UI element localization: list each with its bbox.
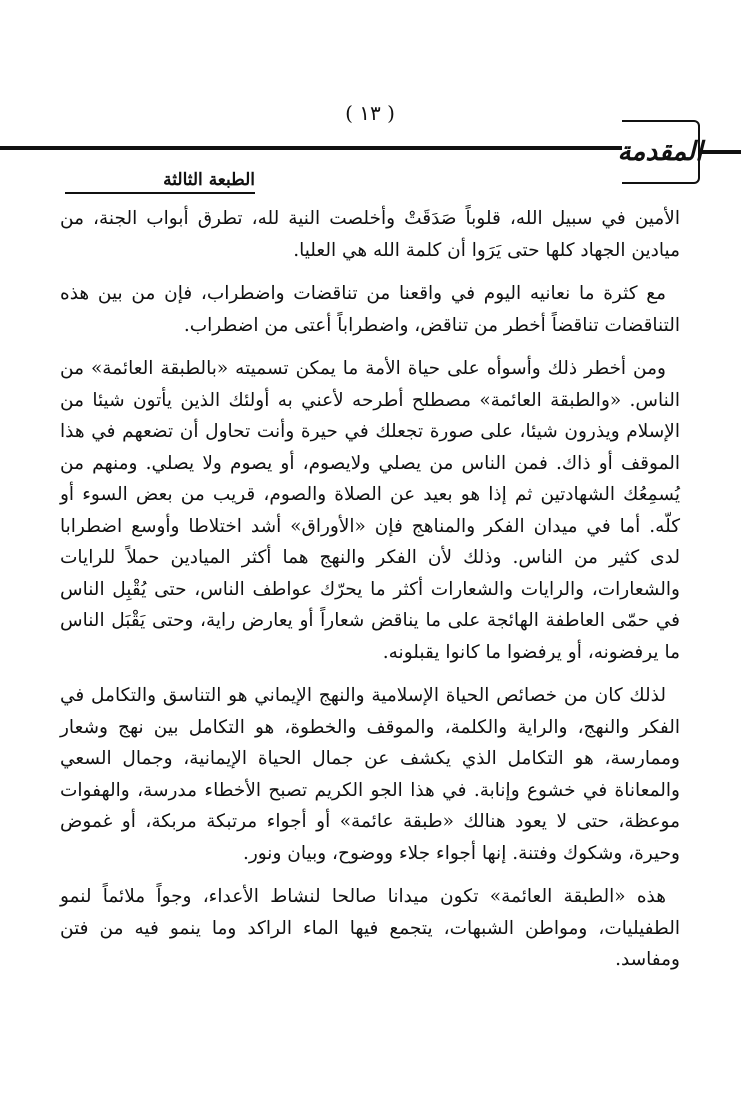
running-title: الطبعة الثالثة: [65, 170, 255, 194]
body-text: [60, 203, 680, 988]
paragraph: الأمين في سبيل الله، قلوباً صَدَقَتْ وأخلصت النية لله، تطرق أبواب الجنة، من ميادين الجهاد كلها حتى يَرَوا أن كلمة الله هي العليا.: [60, 208, 680, 261]
header-rule-right: [700, 150, 741, 154]
paragraph: هذه «الطبقة العائمة» تكون ميدانا صالحا لنشاط الأعداء، وجواً ملائماً لنمو الطفيليات، ومواطن الشبهات، يتجمع فيها الماء الراكد وما ينمو فيه من فتن ومفاسد.: [60, 886, 680, 970]
header-rule: [0, 146, 628, 150]
section-label: المقدمة: [617, 137, 703, 167]
section-label-box: [617, 120, 703, 184]
paragraph: لذلك كان من خصائص الحياة الإسلامية والنهج الإيماني هو التناسق والتكامل في الفكر والنهج، والراية والكلمة، والموقف والخطوة، هو التكامل بين نهج وشعار وممارسة، هو التكامل الذي يكشف عن جمال الحياة الإيمانية، وجمال السعي والمعاناة في خشوع وإنابة. في هذا الجو الكريم تصبح الأخطاء مدرسة، والهفوات موعظة، حتى لا يعود هنالك «طبقة عائمة» أو أجواء مرتبكة مربكة، أو غموض وحيرة، وشكوك وفتنة. إنها أجواء جلاء ووضوح، وبيان ونور.: [60, 685, 680, 864]
paragraph: ومن أخطر ذلك وأسوأه على حياة الأمة ما يمكن تسميته «بالطبقة العائمة» من الناس. «والطبقة العائمة» مصطلح أطرحه لأعني به أولئك الذين يأتون شيئا من الإسلام ويذرون شيئا، على صورة تجعلك في حيرة وأنت تحاول أن تضعهم في هذا الموقف أو ذاك. فمن الناس من يصلي ولايصوم، أو يصوم ولا يصلي. ومنهم من يُسمِعُك الشهادتين ثم إذا هو بعيد عن الصلاة والصوم، قريب من بعض السوء أو كلّه. أما في ميدان الفكر والمناهج فإن «الأوراق» أشد اختلاطا وأوسع اضطرابا لدى كثير من الناس. وذلك لأن الفكر والنهج هما أكثر الميادين حملاً للرايات والشعارات، والرايات والشعارات أكثر ما يحرّك عواطف الناس، حتى يُقْبِل الناس في حمّى العاطفة الهائجة على ما يناقض شعاراً أو يعارض راية، وحتى يَقْبَل الناس ما يرفضونه، أو يرفضوا ما كانوا يقبلونه.: [60, 358, 680, 663]
paragraph: مع كثرة ما نعانيه اليوم في واقعنا من تناقضات واضطراب، فإن من بين هذه التناقضات تناقضاً أخطر من تناقض، واضطراباً أعتى من اضطراب.: [60, 283, 680, 336]
page-number: ( ١٣ ): [345, 101, 395, 125]
